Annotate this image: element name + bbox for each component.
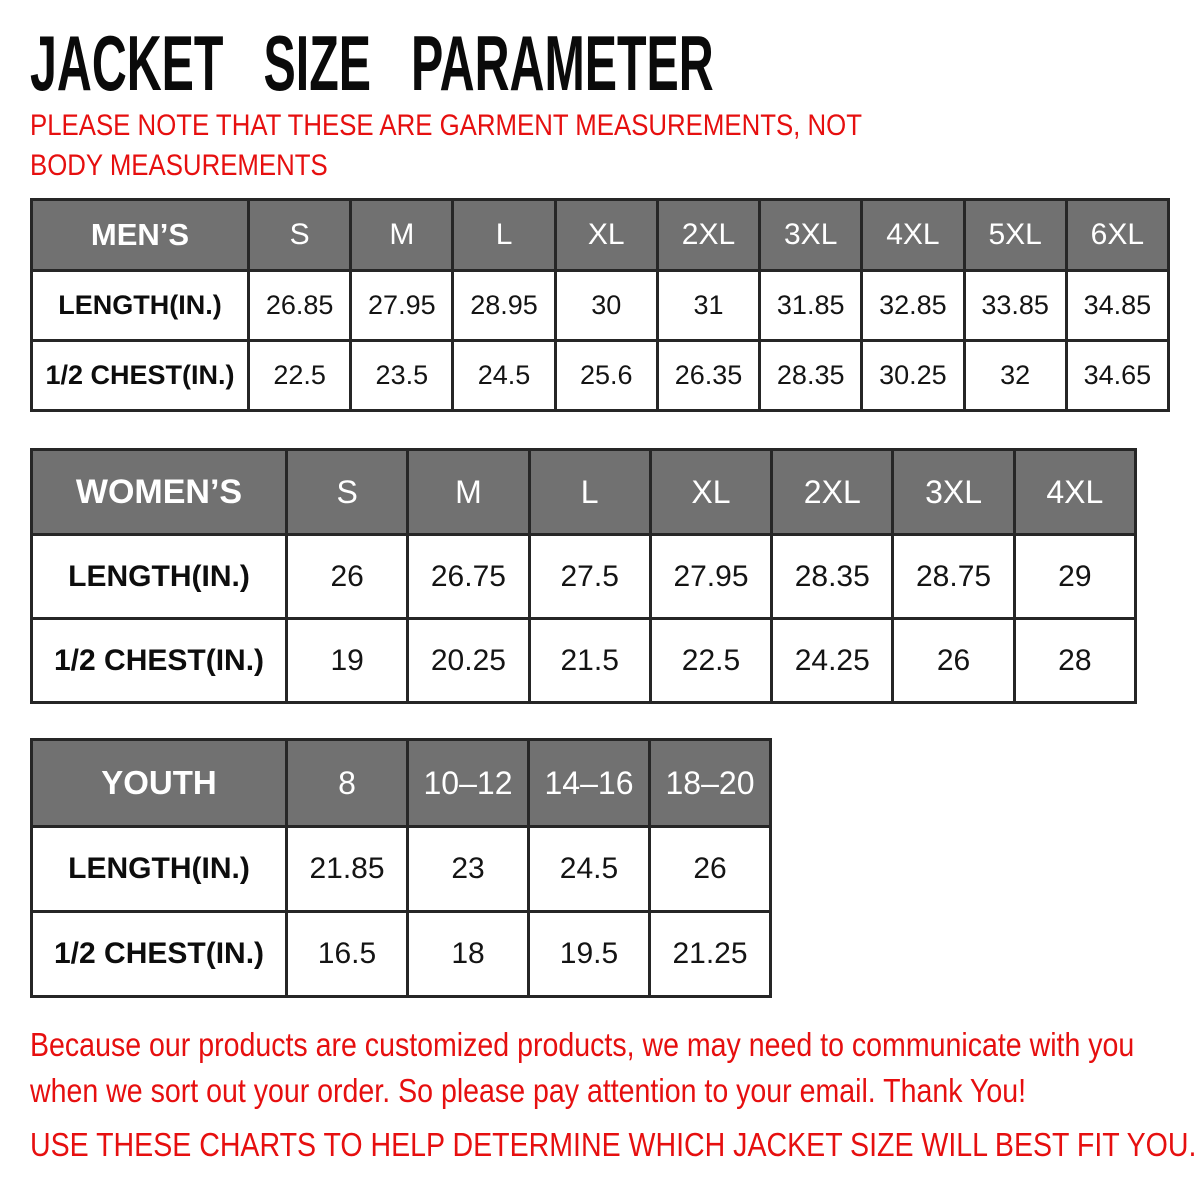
size-header-cell: XL <box>650 450 771 535</box>
customized-products-notice: Because our products are customized products, we may need to communicate with you when we sort out your order. So please pay attention to your email. Thank You! <box>30 1026 1135 1110</box>
youth-header-row <box>32 740 771 827</box>
chest-value-cell: 21.25 <box>650 912 771 997</box>
size-header-cell: 3XL <box>893 450 1014 535</box>
length-value-cell: 21.85 <box>287 827 408 912</box>
length-value-cell: 30 <box>555 271 657 341</box>
length-value-cell: 32.85 <box>862 271 964 341</box>
size-header-cell: M <box>351 200 453 271</box>
length-value-cell: 27.5 <box>529 535 650 619</box>
length-value-cell: 34.85 <box>1066 271 1168 341</box>
use-charts-instruction: USE THESE CHARTS TO HELP DETERMINE WHICH JACKET SIZE WILL BEST FIT YOU. <box>30 1126 1197 1163</box>
womens-table-title: WOMEN’S <box>32 450 287 535</box>
chest-value-cell: 26.35 <box>657 341 759 411</box>
size-header-cell: 5XL <box>964 200 1066 271</box>
chest-value-cell: 28 <box>1014 619 1135 703</box>
length-row-label: LENGTH(IN.) <box>32 827 287 912</box>
size-header-cell: 2XL <box>657 200 759 271</box>
length-value-cell: 26.85 <box>249 271 351 341</box>
chest-value-cell: 28.35 <box>760 341 862 411</box>
size-header-cell: L <box>529 450 650 535</box>
mens-header-row <box>32 200 1169 271</box>
length-value-cell: 26 <box>287 535 408 619</box>
size-header-cell: 6XL <box>1066 200 1168 271</box>
chest-value-cell: 23.5 <box>351 341 453 411</box>
size-header-cell: 10–12 <box>408 740 529 827</box>
length-value-cell: 27.95 <box>351 271 453 341</box>
size-header-cell: 4XL <box>1014 450 1135 535</box>
length-row-label: LENGTH(IN.) <box>32 535 287 619</box>
size-header-cell: M <box>408 450 529 535</box>
size-header-cell: 2XL <box>772 450 893 535</box>
size-header-cell: S <box>249 200 351 271</box>
length-value-cell: 23 <box>408 827 529 912</box>
length-row-label: LENGTH(IN.) <box>32 271 249 341</box>
youth-size-table <box>30 738 772 998</box>
chest-value-cell: 19 <box>287 619 408 703</box>
chest-value-cell: 21.5 <box>529 619 650 703</box>
size-header-cell: 3XL <box>760 200 862 271</box>
chest-value-cell: 24.25 <box>772 619 893 703</box>
chest-value-cell: 16.5 <box>287 912 408 997</box>
chest-value-cell: 18 <box>408 912 529 997</box>
chest-row-label: 1/2 CHEST(IN.) <box>32 341 249 411</box>
size-header-cell: XL <box>555 200 657 271</box>
length-value-cell: 28.75 <box>893 535 1014 619</box>
youth-length-row <box>32 827 771 912</box>
mens-size-table <box>30 198 1170 412</box>
youth-chest-row <box>32 912 771 997</box>
length-value-cell: 27.95 <box>650 535 771 619</box>
chest-value-cell: 34.65 <box>1066 341 1168 411</box>
size-header-cell: 4XL <box>862 200 964 271</box>
womens-chest-row <box>32 619 1136 703</box>
chest-value-cell: 32 <box>964 341 1066 411</box>
mens-chest-row <box>32 341 1169 411</box>
mens-length-row <box>32 271 1169 341</box>
womens-size-table <box>30 448 1137 704</box>
chest-value-cell: 26 <box>893 619 1014 703</box>
womens-length-row <box>32 535 1136 619</box>
size-header-cell: 8 <box>287 740 408 827</box>
chest-row-label: 1/2 CHEST(IN.) <box>32 619 287 703</box>
length-value-cell: 28.35 <box>772 535 893 619</box>
size-header-cell: L <box>453 200 555 271</box>
chest-value-cell: 22.5 <box>650 619 771 703</box>
length-value-cell: 26 <box>650 827 771 912</box>
chest-value-cell: 24.5 <box>453 341 555 411</box>
length-value-cell: 31 <box>657 271 759 341</box>
length-value-cell: 28.95 <box>453 271 555 341</box>
page-title: JACKET SIZE PARAMETER <box>30 19 714 107</box>
length-value-cell: 24.5 <box>529 827 650 912</box>
chest-value-cell: 30.25 <box>862 341 964 411</box>
length-value-cell: 26.75 <box>408 535 529 619</box>
length-value-cell: 29 <box>1014 535 1135 619</box>
size-header-cell: 14–16 <box>529 740 650 827</box>
length-value-cell: 33.85 <box>964 271 1066 341</box>
chest-value-cell: 22.5 <box>249 341 351 411</box>
womens-header-row <box>32 450 1136 535</box>
chest-row-label: 1/2 CHEST(IN.) <box>32 912 287 997</box>
youth-table-title: YOUTH <box>32 740 287 827</box>
chest-value-cell: 19.5 <box>529 912 650 997</box>
size-header-cell: S <box>287 450 408 535</box>
chest-value-cell: 25.6 <box>555 341 657 411</box>
length-value-cell: 31.85 <box>760 271 862 341</box>
garment-measurement-note: PLEASE NOTE THAT THESE ARE GARMENT MEASUREMENTS, NOT BODY MEASUREMENTS <box>30 109 862 183</box>
size-header-cell: 18–20 <box>650 740 771 827</box>
chest-value-cell: 20.25 <box>408 619 529 703</box>
mens-table-title: MEN’S <box>32 200 249 271</box>
